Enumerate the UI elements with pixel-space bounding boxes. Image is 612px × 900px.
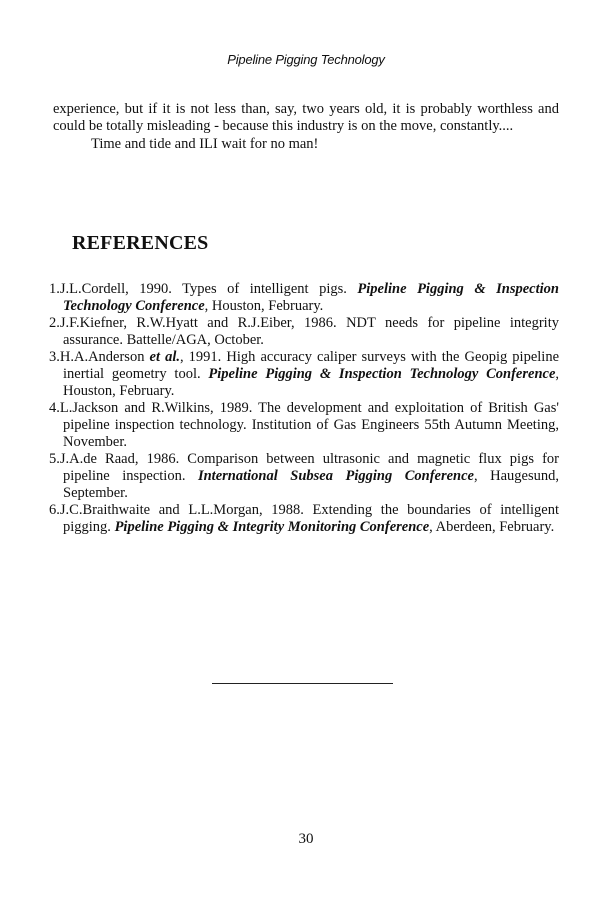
reference-number: 5.: [49, 451, 60, 467]
reference-source-title: Pipeline Pigging & Inspection Technology Conference: [63, 281, 559, 314]
reference-item: [49, 451, 559, 502]
reference-text: , 1991. High accuracy caliper surveys with the Geopig pipeline inertial geometry tool.: [63, 349, 560, 382]
running-header: Pipeline Pigging Technology: [227, 52, 385, 67]
reference-text: H.A.Anderson: [59, 349, 150, 365]
references-list: [49, 281, 559, 536]
reference-text: , Houston, February.: [204, 298, 324, 314]
body-paragraph-closing: Time and tide and ILI wait for no man!: [91, 136, 319, 152]
reference-text: J.L.Cordell, 1990. Types of intelligent pigs.: [59, 281, 358, 297]
reference-text: , Haugesund, September.: [63, 468, 559, 501]
reference-item: [49, 315, 559, 349]
references-heading: REFERENCES: [72, 232, 209, 254]
reference-number: 3.: [49, 349, 60, 365]
page-number: 30: [298, 831, 314, 847]
reference-number: 2.: [49, 315, 60, 331]
reference-number: 4.: [49, 400, 60, 416]
reference-source-title: Pipeline Pigging & Inspection Technology Conference: [208, 366, 556, 382]
reference-source-title: et al.: [149, 349, 180, 365]
reference-text: J.C.Braithwaite and L.L.Morgan, 1988. Extending the boundaries of intelligent pigging.: [59, 502, 559, 535]
reference-item: [49, 400, 559, 451]
body-paragraph: experience, but if it is not less than, say, two years old, it is probably worthless and could be totally misleading - because this industry is on the move, constantly....: [53, 101, 559, 134]
reference-item: [49, 502, 559, 536]
reference-number: 6.: [49, 502, 60, 518]
reference-text: J.A.de Raad, 1986. Comparison between ultrasonic and magnetic flux pigs for pipeline inspection.: [59, 451, 559, 484]
body-text: [53, 101, 559, 153]
reference-source-title: Pipeline Pigging & Integrity Monitoring Conference: [114, 519, 430, 535]
reference-source-title: International Subsea Pigging Conference: [197, 468, 474, 484]
reference-number: 1.: [49, 281, 60, 297]
reference-text: L.Jackson and R.Wilkins, 1989. The development and exploitation of British Gas' pipeline inspection technology. Institution of Gas Engineers 55th Autumn Meeting, November.: [59, 400, 559, 450]
reference-item: [49, 281, 559, 315]
end-rule: [212, 683, 393, 684]
reference-item: [49, 349, 559, 400]
reference-text: J.F.Kiefner, R.W.Hyatt and R.J.Eiber, 1986. NDT needs for pipeline integrity assurance. Battelle/AGA, October.: [59, 315, 559, 348]
reference-text: , Aberdeen, February.: [429, 519, 555, 535]
reference-text: , Houston, February.: [63, 366, 559, 399]
